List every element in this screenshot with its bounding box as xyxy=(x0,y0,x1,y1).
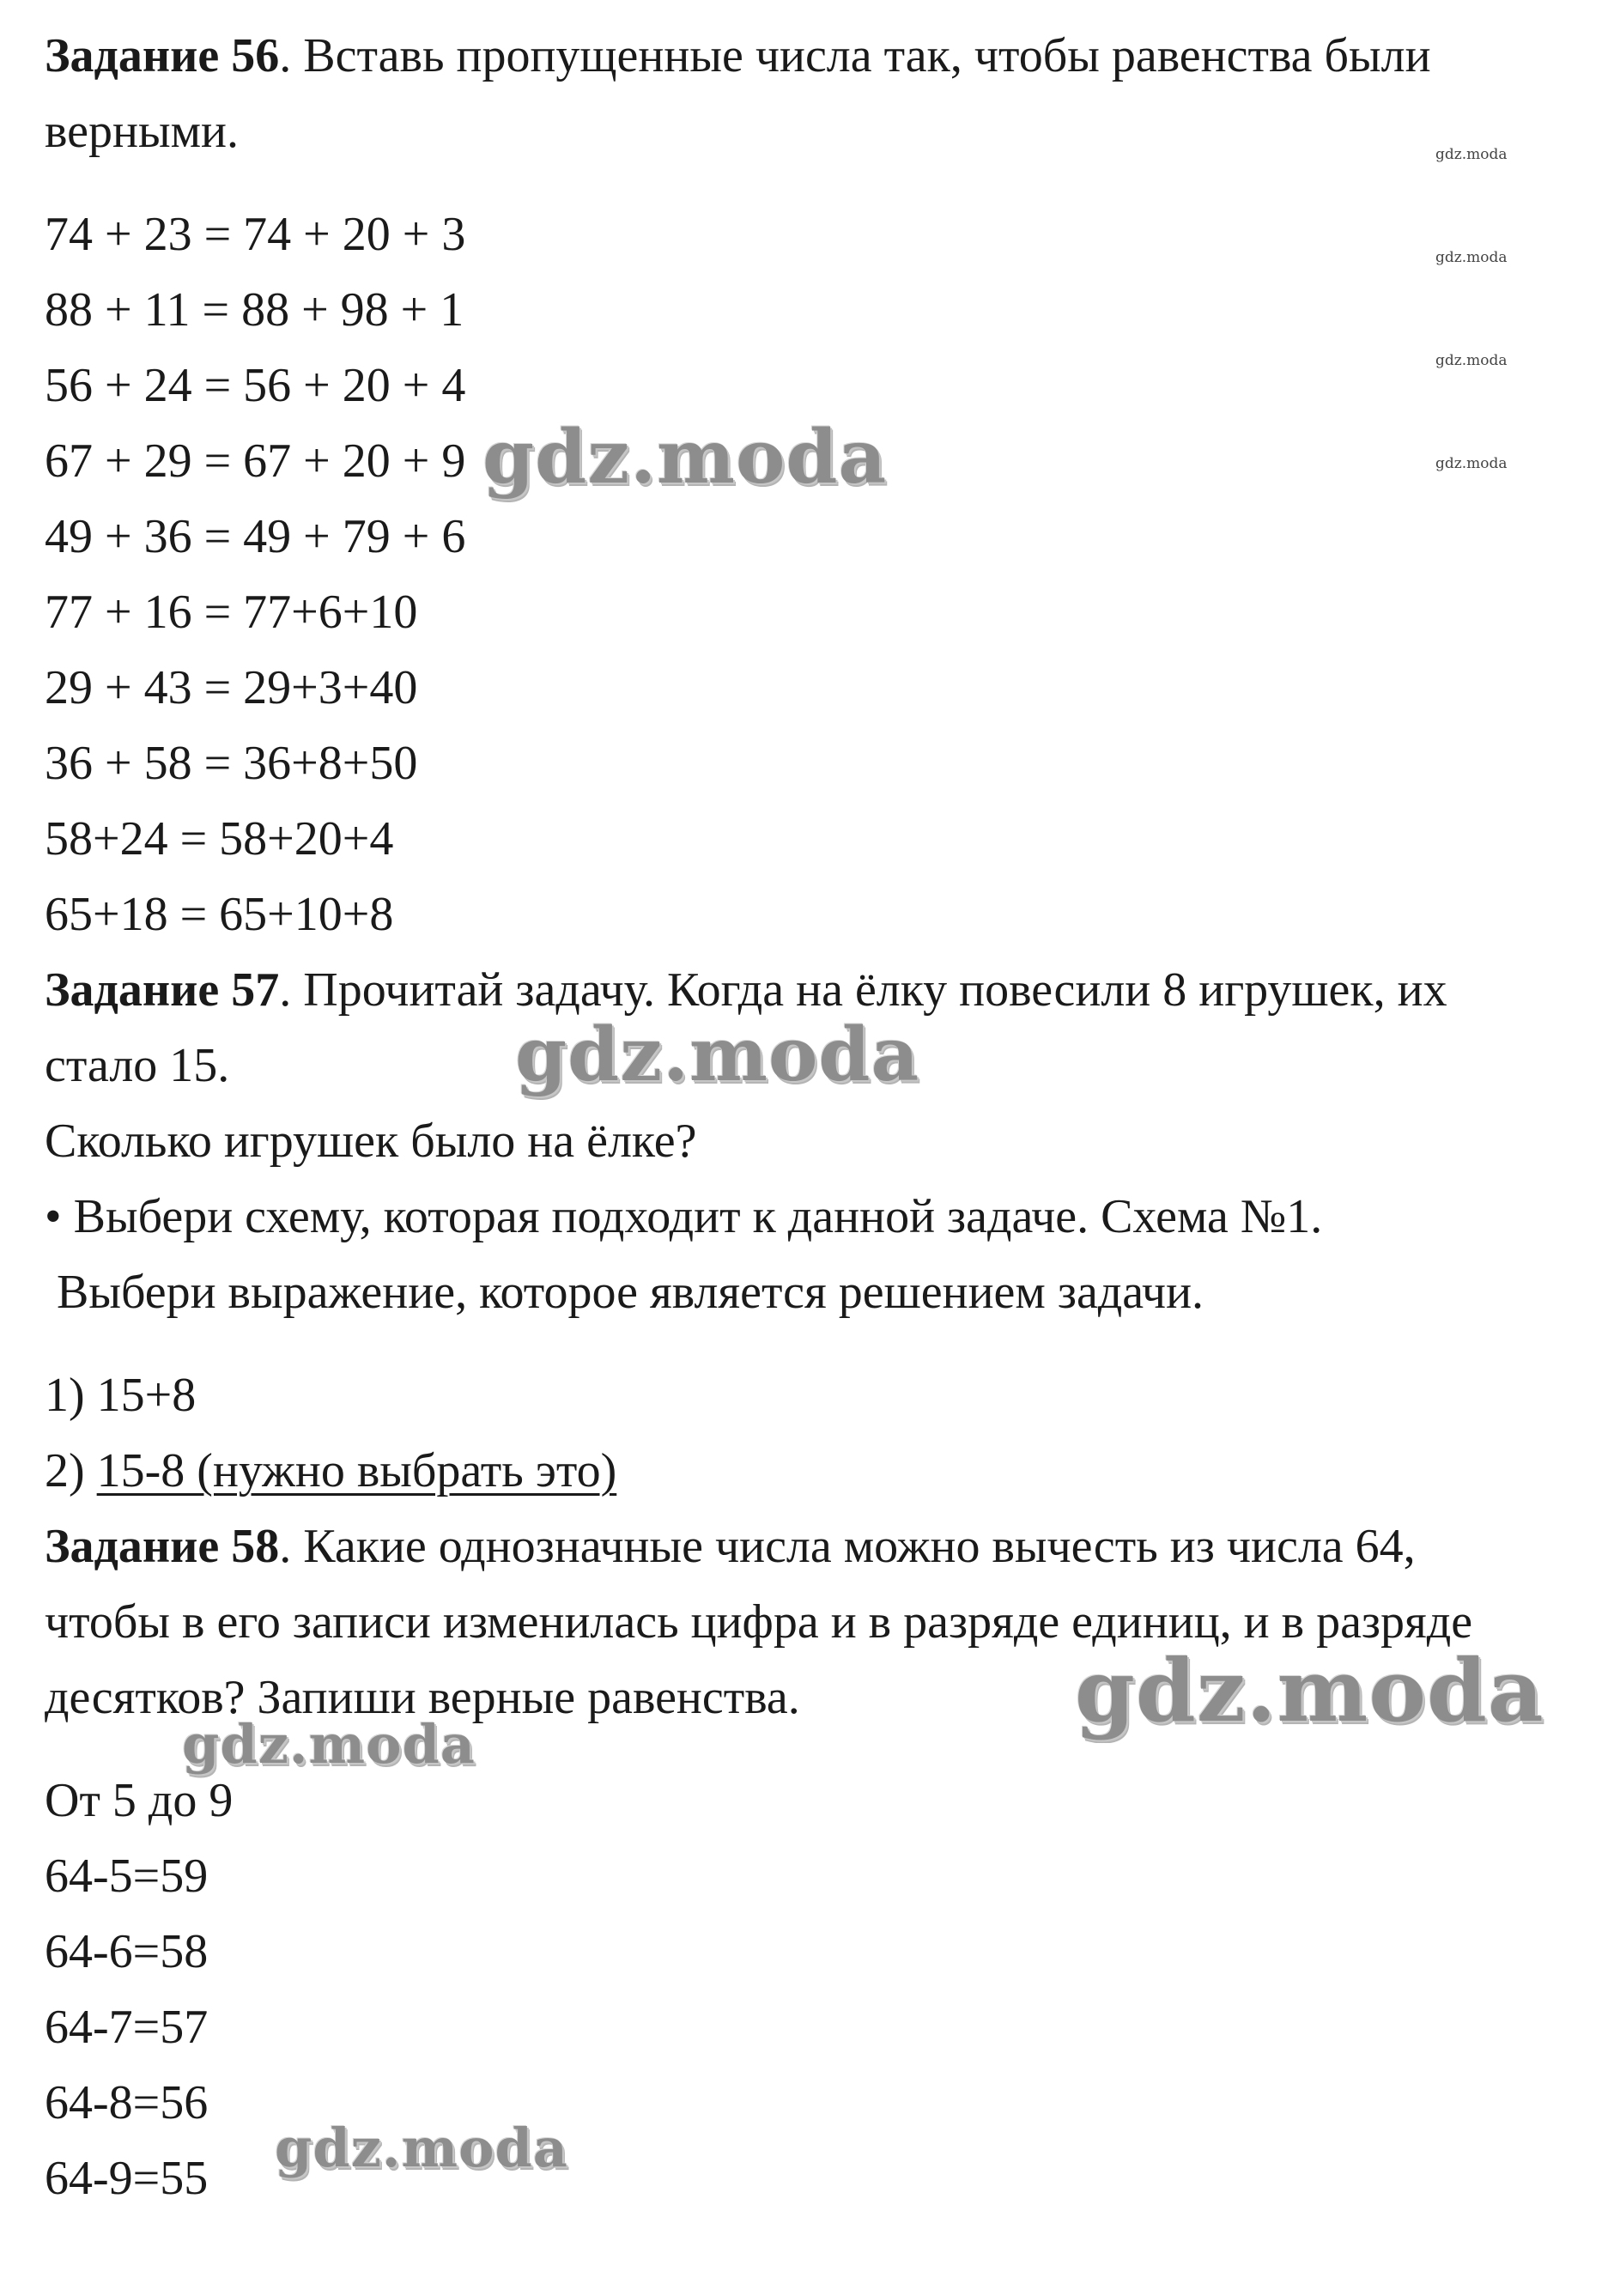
task56-equation: 65+18 = 65+10+8 xyxy=(45,888,394,941)
task58-answer: 64-6=58 xyxy=(45,1925,209,1978)
task57-label: Задание 57 xyxy=(45,963,280,1017)
task56-equation: 77 + 16 = 77+6+10 xyxy=(45,586,418,639)
watermark-large: gdz.moda xyxy=(1075,1640,1544,1741)
watermark-small: gdz.moda xyxy=(1435,455,1508,472)
watermark-large: gdz.moda xyxy=(482,414,888,501)
watermark-small: gdz.moda xyxy=(1435,352,1508,369)
task56-equation: 49 + 36 = 49 + 79 + 6 xyxy=(45,510,466,563)
task56-equation: 56 + 24 = 56 + 20 + 4 xyxy=(45,359,466,412)
task56-label: Задание 56 xyxy=(45,29,280,82)
task57-expression-prompt: Выбери выражение, которое является решением задачи. xyxy=(45,1266,1204,1319)
task58-heading xyxy=(45,1516,1416,1576)
task58-range: От 5 до 9 xyxy=(45,1774,234,1827)
task57-option-2-answer: 15-8 (нужно выбрать это) xyxy=(96,1444,617,1497)
task56-equation: 29 + 43 = 29+3+40 xyxy=(45,661,418,714)
watermark-large: gdz.moda xyxy=(182,1713,476,1776)
task58-answer: 64-7=57 xyxy=(45,2001,209,2054)
task56-equation: 67 + 29 = 67 + 20 + 9 xyxy=(45,434,466,488)
task56-prompt-line1: . Вставь пропущенные числа так, чтобы равенства были xyxy=(279,29,1431,82)
task56-equation: 74 + 23 = 74 + 20 + 3 xyxy=(45,208,466,261)
task56-prompt-line2: верными. xyxy=(45,105,239,158)
task57-prompt-line2: стало 15. xyxy=(45,1039,230,1092)
task58-prompt-line2: чтобы в его записи изменилась цифра и в разряде единиц, и в разряде xyxy=(45,1595,1473,1649)
task58-label: Задание 58 xyxy=(45,1520,280,1573)
task57-option-2-prefix: 2) xyxy=(45,1444,97,1497)
task57-option-1: 1) 15+8 xyxy=(45,1369,197,1422)
task56-equation: 88 + 11 = 88 + 98 + 1 xyxy=(45,283,464,337)
task57-prompt-line1: . Прочитай задачу. Когда на ёлку повесили 8 игрушек, их xyxy=(279,963,1447,1017)
watermark-small: gdz.moda xyxy=(1435,249,1508,266)
task56-heading xyxy=(45,26,1431,86)
task58-prompt-line1: . Какие однозначные числа можно вычесть из числа 64, xyxy=(279,1520,1416,1573)
watermark-large: gdz.moda xyxy=(515,1011,920,1098)
task58-prompt-line3: десятков? Запиши верные равенства. xyxy=(45,1671,800,1724)
watermark-large: gdz.moda xyxy=(275,2117,568,2179)
task58-answer: 64-5=59 xyxy=(45,1850,209,1903)
task58-answer: 64-9=55 xyxy=(45,2152,209,2205)
watermark-small: gdz.moda xyxy=(1435,146,1508,163)
task57-option-2 xyxy=(45,1441,616,1501)
task58-answer: 64-8=56 xyxy=(45,2076,209,2129)
task57-question: Сколько игрушек было на ёлке? xyxy=(45,1115,697,1168)
task57-scheme-line: • Выбери схему, которая подходит к данной задаче. Схема №1. xyxy=(45,1190,1323,1243)
task56-equation: 58+24 = 58+20+4 xyxy=(45,812,394,866)
task56-equation: 36 + 58 = 36+8+50 xyxy=(45,737,418,790)
